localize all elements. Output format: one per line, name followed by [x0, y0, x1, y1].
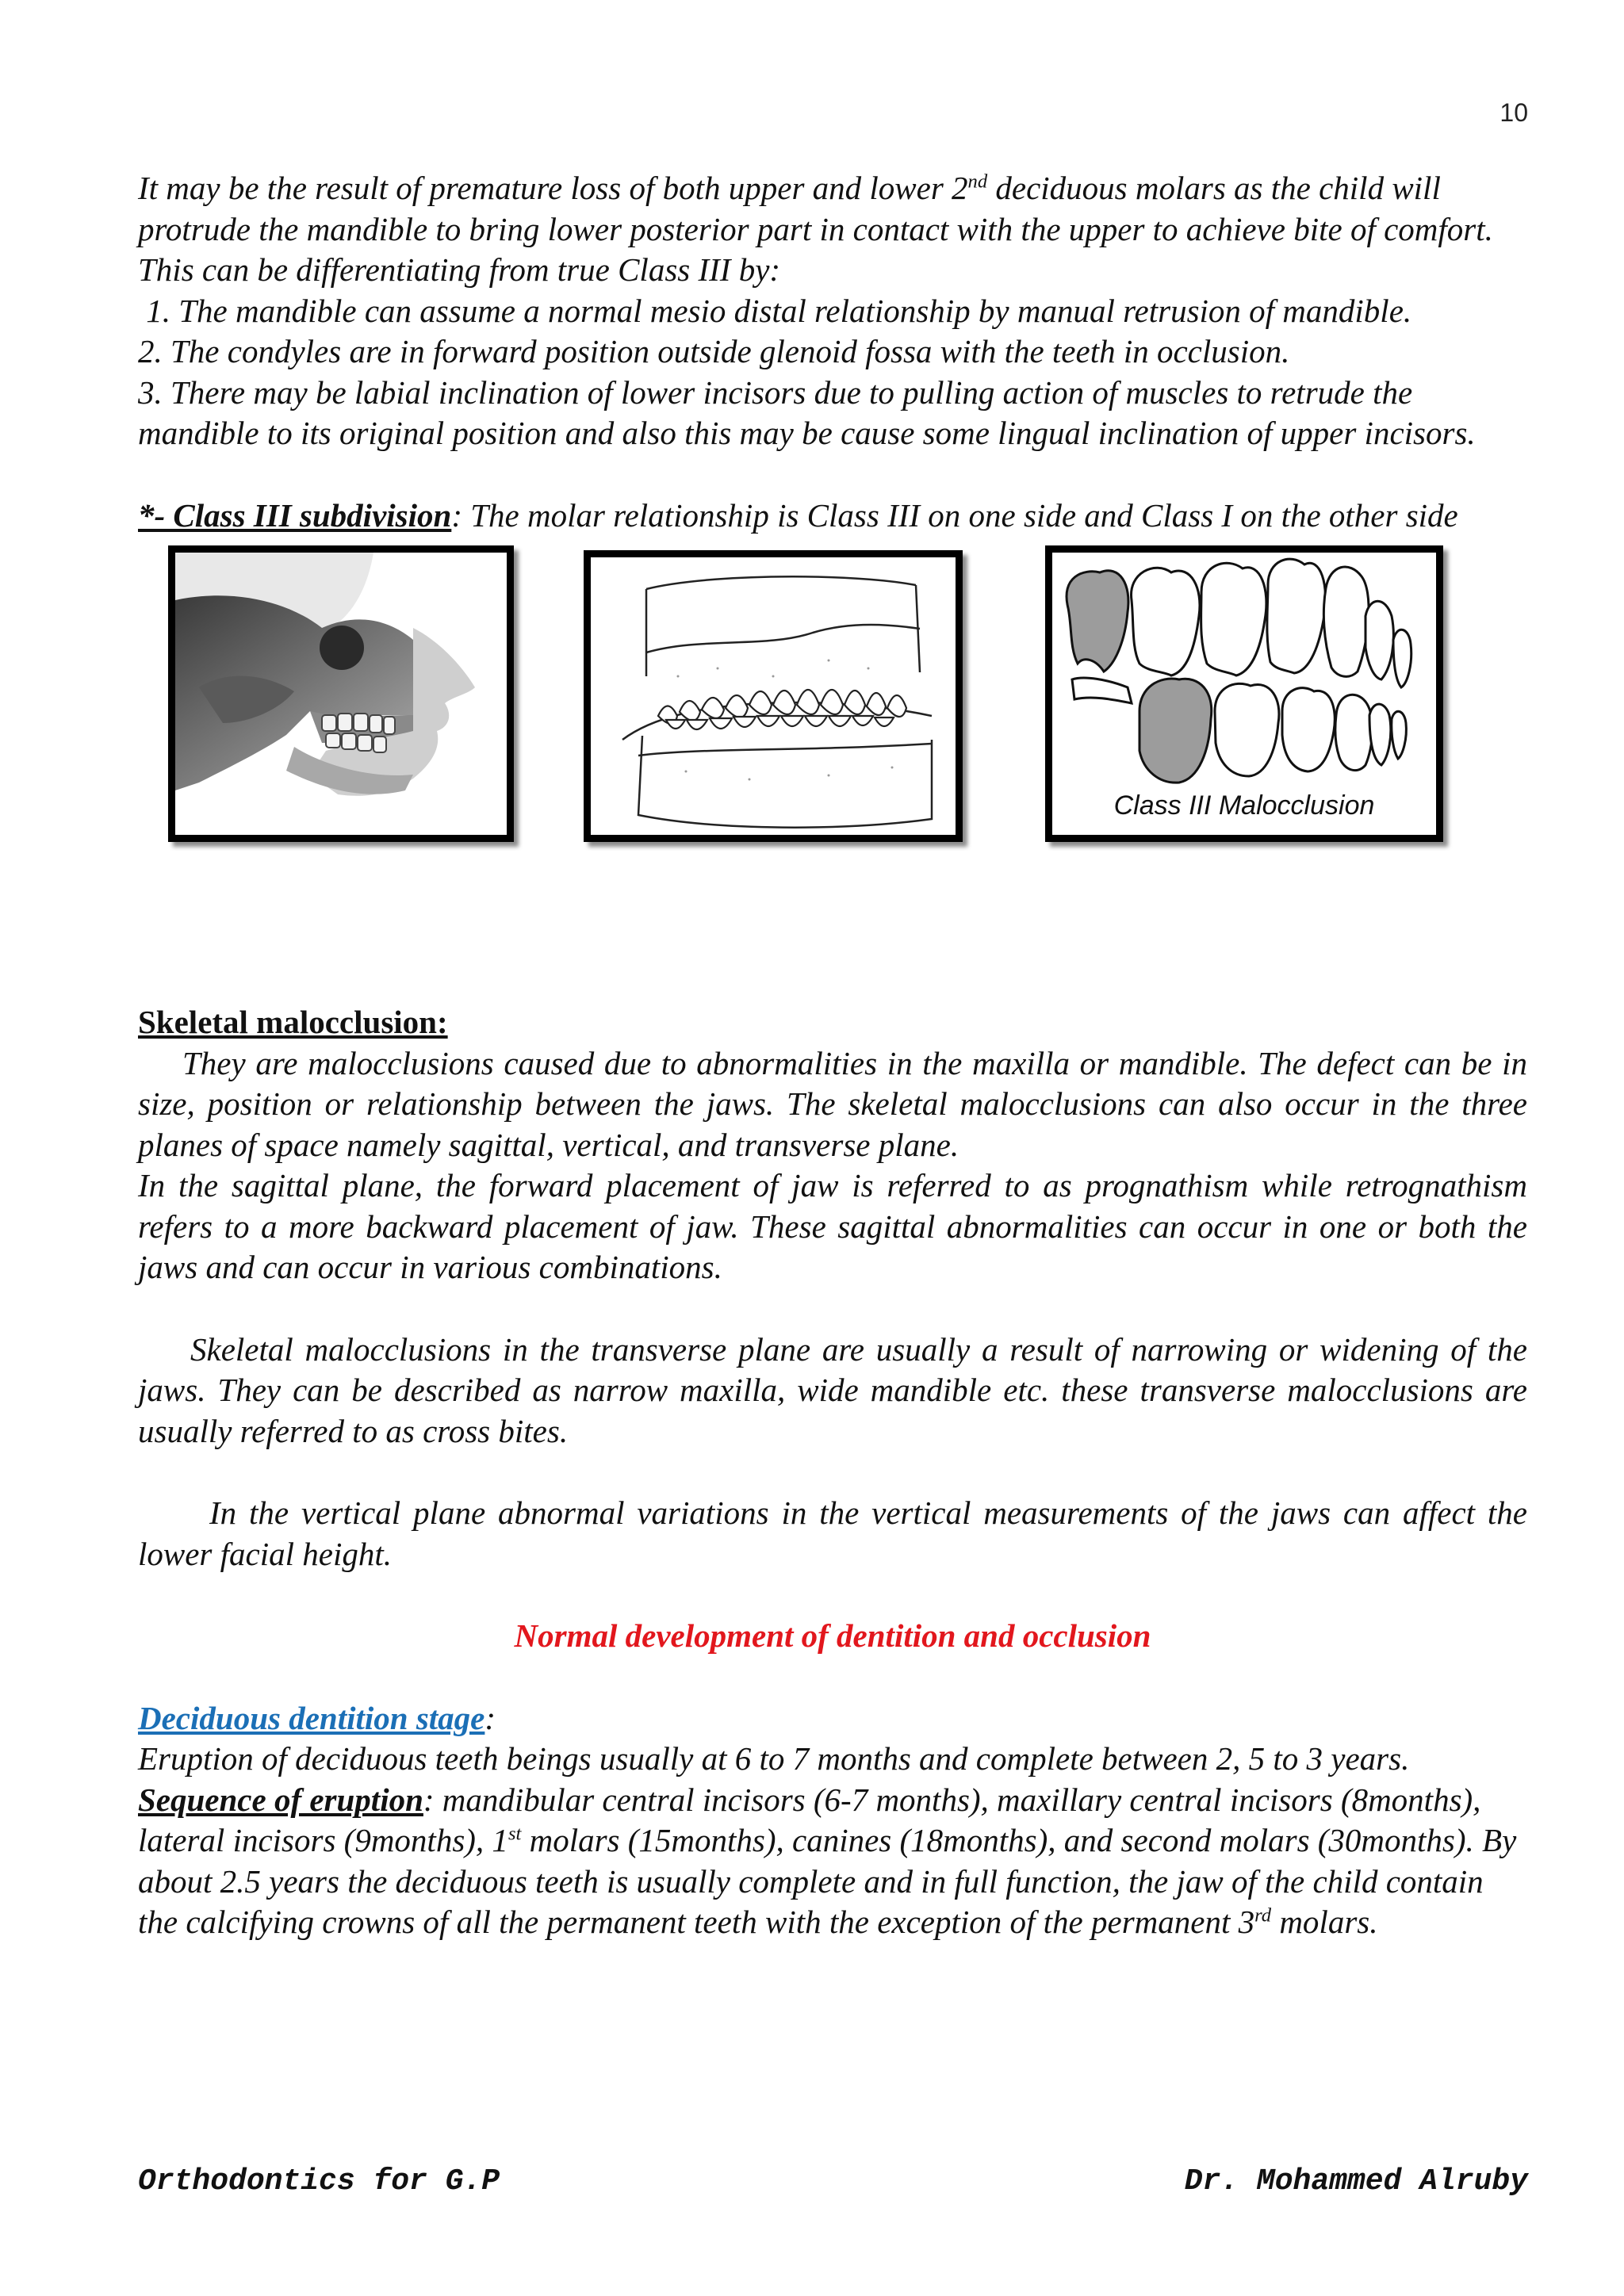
point-3: 3. There may be labial inclination of lower incisors due to pulling action of muscles to retrude the mandible to its original position and also this may be cause some lingual inclination of upper incisors.: [138, 373, 1476, 451]
deciduous-heading-line: [138, 1698, 1527, 1739]
skeletal-paragraph-4: In the vertical plane abnormal variations in the vertical measurements of the jaws can affect the lower facial height.: [138, 1494, 1527, 1572]
page-number: 10: [1500, 98, 1528, 127]
dental-model-figure: [584, 550, 963, 842]
intro-text-a: It may be the result of premature loss of both upper and lower 2: [138, 170, 968, 206]
point-1: 1. The mandible can assume a normal mesio distal relationship by manual retrusion of mandible.: [138, 292, 1412, 329]
section-title: Normal development of dentition and occlusion: [514, 1617, 1151, 1654]
class-iii-diagram-figure: [1045, 545, 1443, 842]
eruption-paragraph: Eruption of deciduous teeth beings usually at 6 to 7 months and complete between 2, 5 to 3 years.: [138, 1740, 1410, 1777]
sequence-sup-1: st: [508, 1823, 522, 1845]
sequence-sup-2: rd: [1254, 1904, 1272, 1927]
class-iii-caption: Class III Malocclusion: [1113, 790, 1375, 821]
page-footer: [138, 2164, 1528, 2198]
figure-row: [138, 545, 1527, 859]
deciduous-colon: :: [485, 1699, 496, 1736]
sequence-text-a: : mandibular central incisors (6-7 months), maxillary central incisors (8months), lateral incisors (9months), 1: [138, 1781, 1481, 1858]
footer-left: Orthodontics for G.P: [138, 2164, 500, 2198]
sequence-paragraph: [138, 1780, 1527, 1943]
intro-text-b: deciduous molars as the child will protrude the mandible to bring lower posterior part in contact with the upper to achieve bite of comfort.: [138, 170, 1493, 247]
deciduous-heading: Deciduous dentition stage: [138, 1699, 485, 1736]
skeletal-heading: Skeletal malocclusion:: [138, 1004, 448, 1040]
skeletal-paragraph-3: Skeletal malocclusions in the transverse plane are usually a result of narrowing or widening of the jaws. They can be described as narrow maxilla, wide mandible etc. these transverse malocclusions are usually referred to as cross bites.: [138, 1330, 1527, 1449]
skull-figure: [168, 545, 514, 842]
sequence-text-c: molars.: [1271, 1904, 1378, 1940]
page-content: [138, 168, 1527, 1943]
intro-superscript: nd: [967, 170, 988, 193]
skeletal-paragraph-1: They are malocclusions caused due to abnormalities in the maxilla or mandible. The defect can be in size, position or relationship between the jaws. The skeletal malocclusions can also occur in the three planes of space namely sagittal, vertical, and transverse plane.: [138, 1044, 1527, 1163]
footer-right: Dr. Mohammed Alruby: [1184, 2164, 1528, 2198]
skeletal-paragraph-2: In the sagittal plane, the forward placement of jaw is referred to as prognathism while retrognathism refers to a more backward placement of jaw. These sagittal abnormalities can occur in one or both the jaws and can occur in various combinations.: [138, 1167, 1527, 1285]
subdivision-text: : The molar relationship is Class III on one side and Class I on the other side: [451, 496, 1458, 534]
sequence-text-b: molars (15months), canines (18months), and second molars (30months). By about 2.5 years the deciduous teeth is usually complete and in full function, the jaw of the child contain the calcifying crowns of all the permanent teeth with the exception of the permanent 3: [138, 1822, 1517, 1940]
subdivision-label: *- Class III subdivision: [138, 496, 452, 534]
sequence-label: Sequence of eruption: [138, 1781, 423, 1818]
intro-paragraph: [138, 168, 1527, 250]
subdivision-paragraph: [138, 496, 1527, 537]
differentiating-intro: This can be differentiating from true Class III by:: [138, 251, 781, 288]
point-2: 2. The condyles are in forward position outside glenoid fossa with the teeth in occlusion.: [138, 333, 1290, 369]
